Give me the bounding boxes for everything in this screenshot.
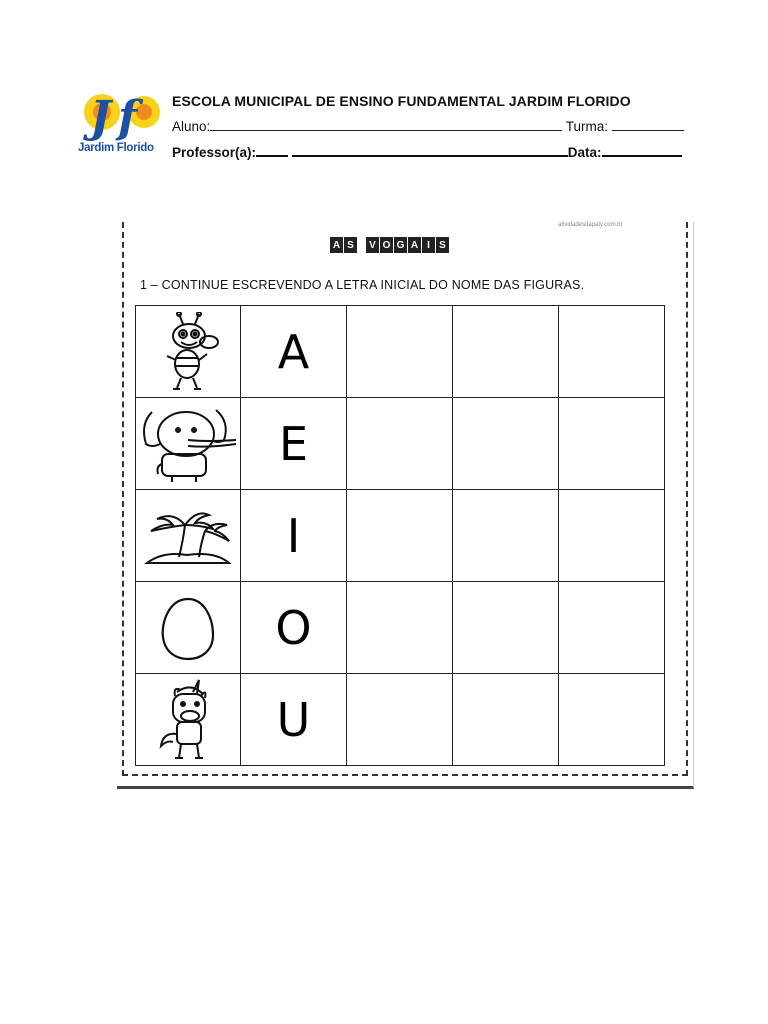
elephant-icon — [138, 404, 238, 484]
professor-label: Professor(a): — [172, 145, 257, 160]
picture-cell — [136, 674, 241, 766]
unicorn-icon — [153, 678, 223, 762]
svg-text:f: f — [118, 92, 137, 143]
bee-icon — [153, 312, 223, 392]
data-label: Data: — [567, 145, 602, 160]
write-cell[interactable] — [559, 490, 665, 582]
table-row — [136, 674, 665, 766]
vowel-letter: I — [286, 508, 301, 563]
banner-letter: V — [366, 237, 379, 253]
banner-letter: O — [380, 237, 393, 253]
picture-cell — [136, 306, 241, 398]
write-cell[interactable] — [347, 582, 453, 674]
source-site: atividadesdapaty.com.br — [558, 222, 623, 228]
data-field[interactable] — [602, 143, 682, 157]
banner-letter: A — [330, 237, 343, 253]
instruction-text: 1 – CONTINUE ESCREVENDO A LETRA INICIAL DO NOME DAS FIGURAS. — [140, 278, 585, 292]
picture-cell — [136, 398, 241, 490]
write-cell[interactable] — [347, 674, 453, 766]
letter-cell — [241, 398, 347, 490]
table-row — [136, 582, 665, 674]
table-row — [136, 306, 665, 398]
write-cell[interactable] — [453, 306, 559, 398]
write-cell[interactable] — [559, 398, 665, 490]
picture-cell — [136, 582, 241, 674]
professor-field[interactable] — [256, 143, 288, 157]
teacher-row — [172, 143, 682, 160]
write-cell[interactable] — [453, 398, 559, 490]
professor-field-2[interactable] — [292, 143, 568, 157]
write-cell[interactable] — [347, 398, 453, 490]
table-row — [136, 490, 665, 582]
banner-letter: G — [394, 237, 407, 253]
student-row — [172, 118, 684, 134]
table-row — [136, 398, 665, 490]
school-logo — [78, 92, 162, 164]
letter-cell — [241, 674, 347, 766]
svg-text:J: J — [90, 92, 111, 143]
write-cell[interactable] — [347, 490, 453, 582]
title-banner — [330, 237, 449, 253]
picture-cell — [136, 490, 241, 582]
vowel-grid — [135, 305, 665, 766]
logo-caption: Jardim Florido — [78, 142, 154, 154]
letter-cell — [241, 306, 347, 398]
write-cell[interactable] — [559, 674, 665, 766]
island-icon — [143, 501, 233, 571]
turma-label: Turma: — [565, 119, 609, 134]
turma-field[interactable] — [612, 118, 684, 131]
letter-cell — [241, 582, 347, 674]
egg-icon — [153, 593, 223, 663]
aluno-label: Aluno: — [172, 119, 211, 134]
banner-letter: A — [408, 237, 421, 253]
banner-letter: I — [422, 237, 435, 253]
letter-cell — [241, 490, 347, 582]
banner-letter: S — [344, 237, 357, 253]
school-name: ESCOLA MUNICIPAL DE ENSINO FUNDAMENTAL JARDIM FLORIDO — [172, 93, 631, 109]
aluno-field[interactable] — [210, 118, 562, 131]
jf-logo-icon — [78, 92, 162, 144]
write-cell[interactable] — [559, 582, 665, 674]
write-cell[interactable] — [453, 674, 559, 766]
write-cell[interactable] — [347, 306, 453, 398]
write-cell[interactable] — [559, 306, 665, 398]
vowel-letter: E — [278, 416, 309, 471]
vowel-letter: U — [276, 692, 311, 747]
banner-letter: S — [436, 237, 449, 253]
vowel-letter: A — [277, 324, 310, 379]
vowel-letter: O — [275, 600, 312, 655]
write-cell[interactable] — [453, 490, 559, 582]
write-cell[interactable] — [453, 582, 559, 674]
